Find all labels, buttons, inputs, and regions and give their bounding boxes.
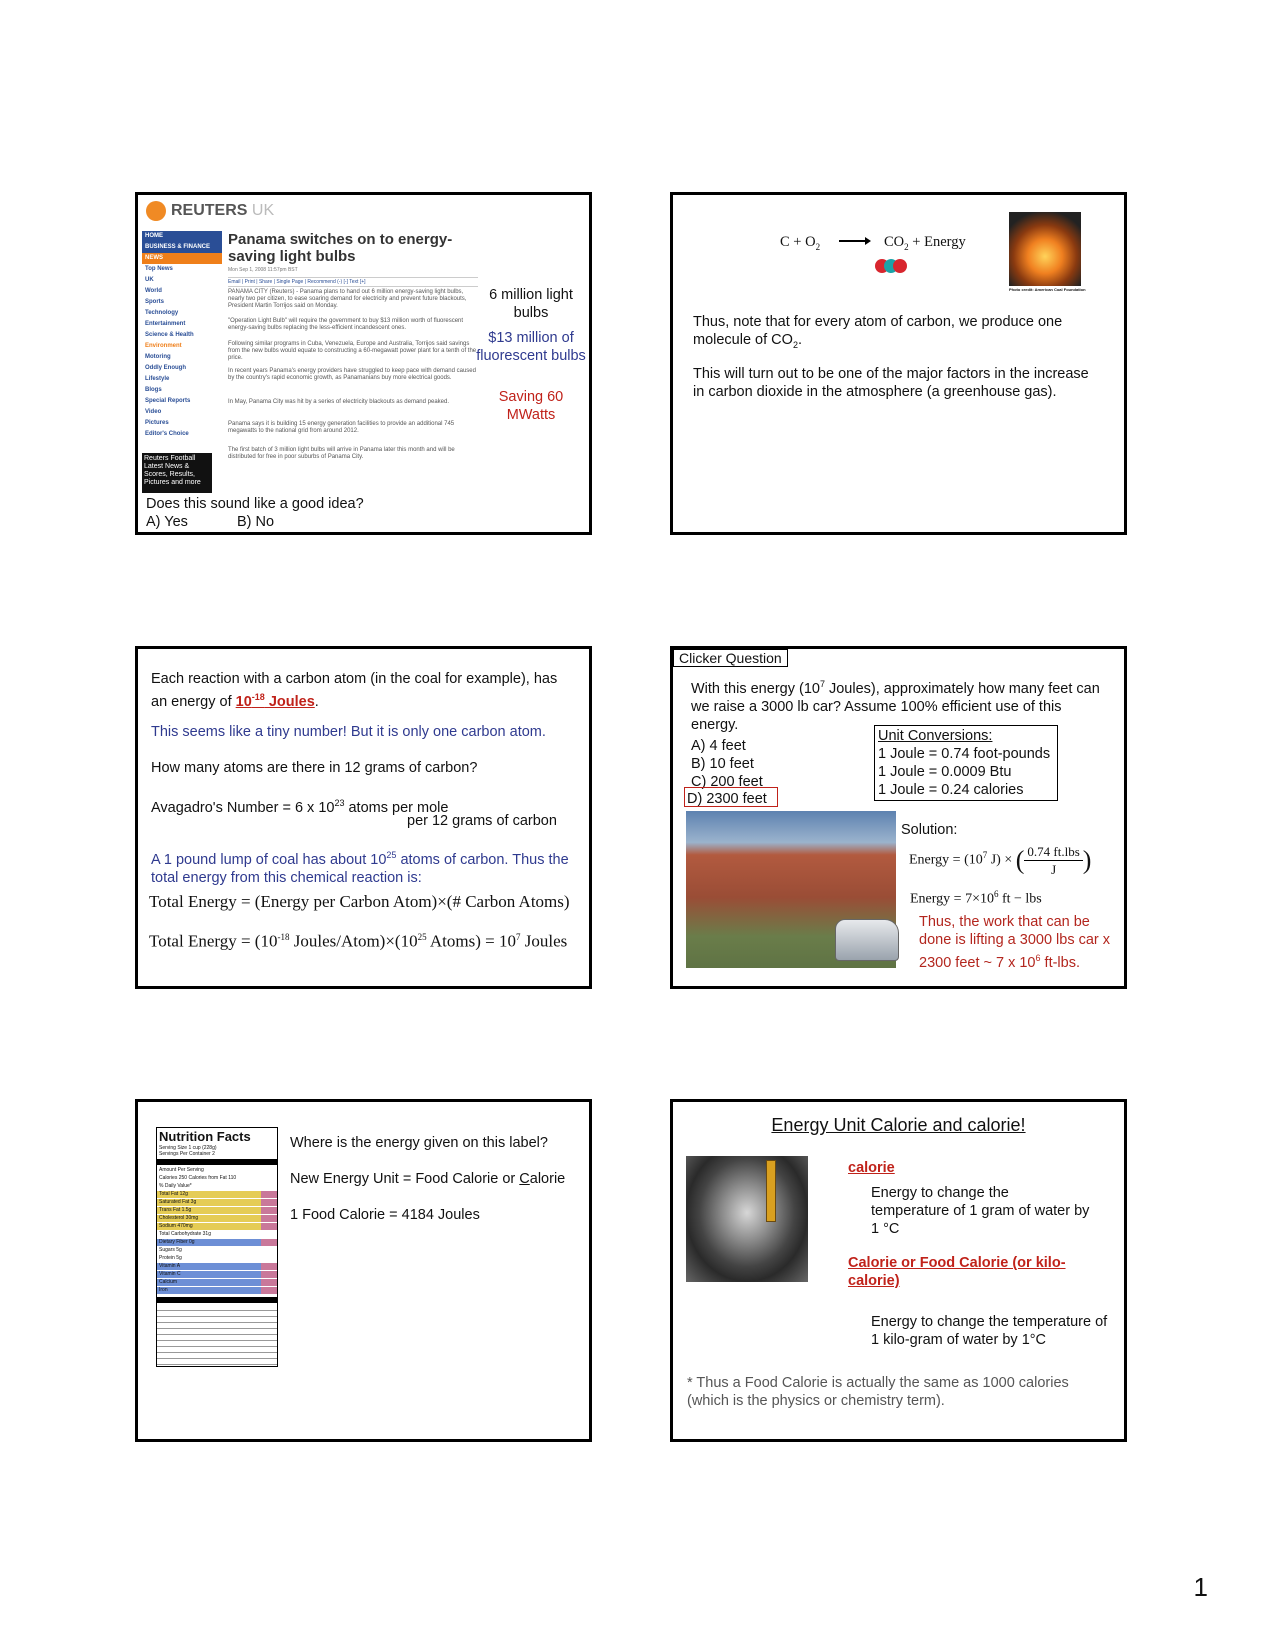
article-paragraph: Following similar programs in Cuba, Venezuela, Europe and Australia, Torrijos said savings from the new bulbs would equate to constructing a 60-megawatt power plant for a tenth of the price. (228, 341, 477, 361)
arrow-head-icon (865, 237, 871, 245)
option-b: B) 10 feet (691, 756, 754, 772)
atoms-question: How many atoms are there in 12 grams of carbon? (151, 760, 478, 776)
solution-step-1: Energy = ($10^7$ J) × ( $\frac{\text{0.74 ft.lbs}}{J}$ ) (909, 843, 1092, 877)
avagadro-per-grams: per 12 grams of carbon (407, 813, 557, 829)
article-paragraph: "Operation Light Bulb" will require the government to buy $13 million worth of fluorescent energy-saving bulbs replacing the less-efficient incandescent ones. (228, 318, 464, 331)
slide-4 (670, 646, 1127, 989)
nutrition-row: Sodium 470mg (157, 1223, 277, 1231)
question: Does this sound like a good idea? (146, 496, 364, 512)
solution-result: Thus, the work that can be done is lifting a 3000 lbs car x 2300 feet ~ 7 x $10^6$ ft-lbs. (919, 914, 1111, 971)
page-number: 1 (1193, 1572, 1208, 1602)
note-fluorescent-cost: $13 million of fluorescent bulbs (476, 330, 586, 364)
article-paragraph: In recent years Panama's energy providers have struggled to keep pace with demand caused by the country's rapid economic growth, as Panamanians buy more electrical goods. (228, 368, 476, 381)
nutrition-label-title: Nutrition Facts (159, 1129, 251, 1144)
slide-1 (135, 192, 592, 535)
tiny-number-note: This seems like a tiny number! But it is only one carbon atom. (151, 724, 546, 740)
reuters-nav-item[interactable]: Technology (145, 310, 179, 316)
conversion-foot-pounds: 1 Joule = 0.74 foot-pounds (878, 746, 1051, 762)
nutrition-label-rows (157, 1167, 277, 1295)
nutrition-row: Sugars 5g (157, 1247, 277, 1255)
reuters-football-ad: Reuters Football Latest News & Scores, Results, Pictures and more (142, 453, 212, 493)
option-a: A) 4 feet (691, 738, 746, 754)
unit-conversions-title: Unit Conversions: (878, 728, 993, 744)
reuters-nav-item[interactable]: Sports (145, 299, 165, 305)
reuters-nav-item[interactable]: Lifestyle (145, 376, 170, 382)
nutrition-footnote (157, 1305, 277, 1365)
calorie-definition: Energy to change the temperature of 1 gram of water by 1 °C (871, 1185, 1090, 1237)
conversion-btu: 1 Joule = 0.0009 Btu (878, 764, 1012, 780)
nutrition-row: Vitamin C (157, 1271, 277, 1279)
energy-per-atom: Each reaction with a carbon atom (in the coal for example), has an energy of $10^{-18}$ Joules. (151, 671, 558, 710)
nutrition-row: Amount Per Serving (157, 1167, 277, 1175)
nutrition-row: % Daily Value* (157, 1183, 277, 1191)
reuters-nav-item[interactable]: NEWS (142, 253, 222, 264)
thermometer-icon (766, 1160, 776, 1222)
clicker-question-text: With this energy ($10^7$ Joules), approximately how many feet can we raise a 3000 lb car? Assume 100% efficient use of this energy. (691, 679, 1100, 733)
nutrition-row: Vitamin A (157, 1263, 277, 1271)
answer-b: B) No (237, 514, 275, 530)
article-timestamp: Mon Sep 1, 2008 11:57pm BST (228, 267, 298, 273)
option-d: D) 2300 feet (687, 791, 767, 807)
reuters-nav-item[interactable]: Oddly Enough (145, 365, 186, 371)
slide-2 (670, 192, 1127, 535)
energy-label-question: Where is the energy given on this label? (290, 1135, 548, 1151)
solution-label: Solution: (901, 822, 958, 838)
article-paragraph: PANAMA CITY (Reuters) - Panama plans to hand out 6 million energy-saving light bulbs, nearly two per citizen, to ease soaring demand for electricity and prevent future blackouts, President Martin Torrijos said on Monday. (228, 289, 467, 309)
nutrition-row: Dietary Fiber 0g (157, 1239, 277, 1247)
answer-a: A) Yes (146, 514, 188, 530)
reaction-arrow (839, 240, 869, 242)
nutrition-facts-label: Nutrition Facts Serving Size 1 cup (228g) Servings Per Container 2 Amount Per Serving Calories 250 Calories from Fat 110 % Daily Value* Total Fat 12g Saturated Fat 3g Trans Fat 1.5g Cholesterol 30mg Sodium 470mg Total Carbohydrate 31g Dietary Fiber 0g Sugars 5g Protein 5g Vitamin A Vitamin C Calcium Iron (156, 1127, 278, 1367)
nutrition-row: Calcium (157, 1279, 277, 1287)
coal-lump-note: A 1 pound lump of coal has about $10^{25}$ atoms of carbon. Thus the total energy from this chemical reaction is: (151, 850, 569, 886)
note-light-bulbs: 6 million light bulbs (489, 287, 573, 321)
reuters-nav-item[interactable]: Motoring (145, 354, 171, 360)
co2-note: Thus, note that for every atom of carbon, we produce one molecule of $CO_2$. (693, 314, 1063, 350)
correct-answer-box (684, 787, 778, 807)
slide-5 (135, 1099, 592, 1442)
total-energy-equation: Total Energy = (Energy per Carbon Atom)×(# Carbon Atoms) (149, 892, 570, 911)
nutrition-row: Calories 250 Calories from Fat 110 (157, 1175, 277, 1183)
food-calorie-term: Calorie or Food Calorie (or kilo-calorie) (848, 1255, 1066, 1289)
reuters-nav-item[interactable]: Top News (145, 266, 173, 272)
reuters-nav-item[interactable]: World (145, 288, 162, 294)
article-paragraph: Panama says it is building 15 energy generation facilities to provide an additional 745 megawatts to the national grid from around 2012. (228, 421, 455, 434)
calorie-term: calorie (848, 1160, 895, 1176)
greenhouse-note: This will turn out to be one of the major factors in the increase in carbon dioxide in the atmosphere (a greenhouse gas). (693, 366, 1089, 400)
avagadro-number: Avagadro's Number = 6 x $10^{23}$ atoms per mole (151, 798, 449, 816)
co2-molecule-icon (875, 259, 902, 278)
slide-title: Energy Unit Calorie and calorie! (771, 1115, 1026, 1135)
reuters-nav-item[interactable]: Editor's Choice (145, 431, 189, 437)
new-energy-unit: New Energy Unit = Food Calorie or Calorie (290, 1171, 566, 1187)
article-paragraph: In May, Panama City was hit by a series of electricity blackouts as demand peaked. (228, 399, 449, 405)
nutrition-row: Protein 5g (157, 1255, 277, 1263)
car-photo (835, 919, 899, 961)
reuters-sidebar-nav (142, 231, 222, 440)
nutrition-row: Total Carbohydrate 31g (157, 1231, 277, 1239)
reuters-nav-item[interactable]: Entertainment (145, 321, 186, 327)
reaction-reactants: $C + O_2$ (780, 234, 821, 252)
article-toolbar: Email | Print | Share | Single Page | Recommend (-) [-] Text [+] (228, 277, 478, 287)
reuters-nav-item[interactable]: Pictures (145, 420, 169, 426)
slide-6 (670, 1099, 1127, 1442)
food-calorie-definition: Energy to change the temperature of 1 kilo-gram of water by 1°C (871, 1314, 1108, 1348)
pot-thermometer-photo (686, 1156, 808, 1282)
nutrition-row: Total Fat 12g (157, 1191, 277, 1199)
reuters-nav-item[interactable]: UK (145, 277, 154, 283)
reuters-nav-item[interactable]: HOME (142, 231, 222, 242)
reuters-nav-item[interactable]: Blogs (145, 387, 162, 393)
nutrition-row: Cholesterol 30mg (157, 1215, 277, 1223)
article-paragraph: The first batch of 3 million light bulbs will arrive in Panama later this month and will be distributed for free in poor suburbs of Panama City. (228, 447, 455, 460)
reuters-nav-item[interactable]: BUSINESS & FINANCE (142, 242, 222, 253)
clicker-question-tag: Clicker Question (673, 649, 788, 667)
calorie-footnote: * Thus a Food Calorie is actually the same as 1000 calories (which is the physics or chemistry term). (687, 1375, 1069, 1409)
reuters-logo-icon (146, 201, 166, 221)
nutrition-row: Iron (157, 1287, 277, 1295)
solution-step-2: Energy = $7\times 10^6$ ft − lbs (910, 889, 1042, 907)
total-energy-value: Total Energy = ($10^{-18}$ Joules/$Atom)\times(10^{25}$ Atoms) = $10^7$ Joules (149, 931, 568, 951)
burning-coal-photo (1009, 212, 1081, 286)
reuters-nav-item[interactable]: Science & Health (145, 332, 194, 338)
nutrition-row: Trans Fat 1.5g (157, 1207, 277, 1215)
reuters-nav-item[interactable]: Special Reports (145, 398, 191, 404)
article-headline: Panama switches on to energy- saving light bulbs (228, 231, 453, 265)
note-saving: Saving 60 MWatts (498, 389, 564, 423)
reaction-products: $CO_2$ + Energy (884, 234, 966, 252)
nutrition-row: Saturated Fat 3g (157, 1199, 277, 1207)
reuters-nav-item[interactable]: Environment (145, 343, 182, 349)
reuters-logo: REUTERS UK (146, 201, 274, 221)
food-calorie-joules: 1 Food Calorie = 4184 Joules (290, 1207, 480, 1223)
option-c: C) 200 feet (691, 774, 763, 790)
conversion-calories: 1 Joule = 0.24 calories (878, 782, 1024, 798)
photo-credit: Photo credit: American Coal Foundation (1009, 287, 1086, 292)
reuters-nav-item[interactable]: Video (145, 409, 162, 415)
slide-3 (135, 646, 592, 989)
